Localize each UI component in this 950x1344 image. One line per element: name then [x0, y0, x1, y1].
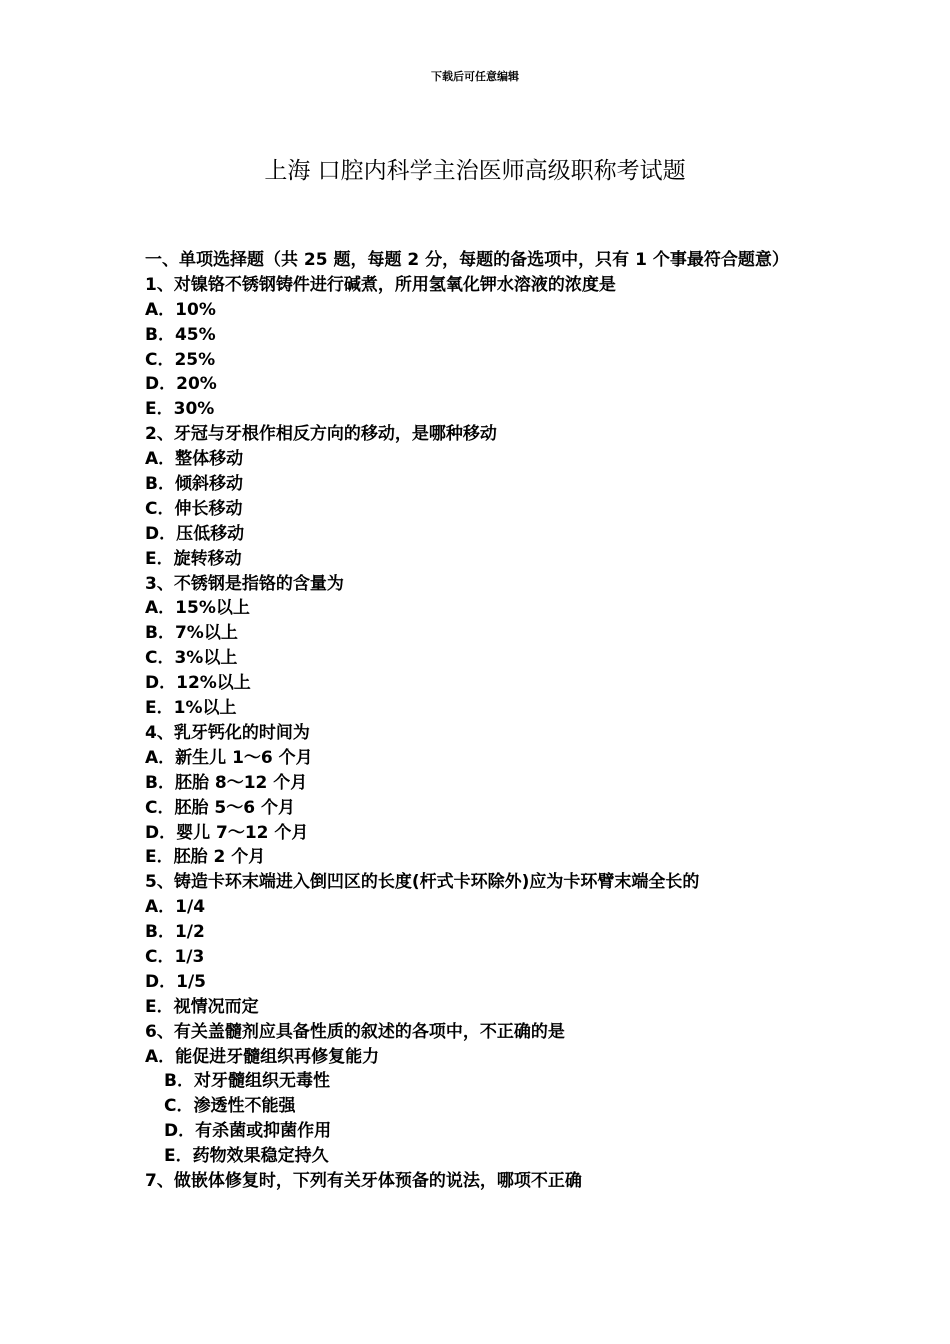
question-5-option-c: C．1/3 — [145, 946, 205, 967]
question-6-stem: 6、有关盖髓剂应具备性质的叙述的各项中，不正确的是 — [145, 1021, 565, 1042]
question-3-stem: 3、不锈钢是指铬的含量为 — [145, 573, 344, 594]
question-5-option-d: D．1/5 — [145, 971, 206, 992]
question-6-option-d: D．有杀菌或抑菌作用 — [164, 1121, 332, 1142]
question-3-option-a: A．15%以上 — [145, 598, 250, 619]
question-4-option-c: C．胚胎 5～6 个月 — [145, 797, 295, 818]
question-2-option-a: A．整体移动 — [145, 449, 244, 470]
question-2-option-e: E．旋转移动 — [145, 548, 242, 569]
question-6-option-a: A．能促进牙髓组织再修复能力 — [145, 1046, 380, 1067]
question-1-option-c: C．25% — [145, 349, 216, 370]
question-7-stem: 7、做嵌体修复时，下列有关牙体预备的说法，哪项不正确 — [145, 1170, 582, 1191]
question-6-option-e: E．药物效果稳定持久 — [164, 1146, 329, 1167]
question-4-stem: 4、乳牙钙化的时间为 — [145, 722, 310, 743]
question-4-option-e: E．胚胎 2 个月 — [145, 847, 266, 868]
document-body — [145, 248, 815, 1194]
question-5-option-e: E．视情况而定 — [145, 996, 259, 1017]
section-heading: 一、单项选择题（共 25 题，每题 2 分，每题的备选项中，只有 1 个事最符合题意） — [145, 250, 789, 270]
question-3-option-d: D．12%以上 — [145, 673, 251, 694]
question-2-stem: 2、牙冠与牙根作相反方向的移动，是哪种移动 — [145, 424, 497, 445]
question-3-option-c: C．3%以上 — [145, 648, 238, 669]
question-1-option-e: E．30% — [145, 399, 215, 420]
header-note: 下载后可任意编辑 — [431, 70, 519, 83]
question-1-option-d: D．20% — [145, 374, 217, 395]
question-6-option-b: B．对牙髓组织无毒性 — [164, 1071, 330, 1092]
question-3-option-b: B．7%以上 — [145, 623, 238, 644]
question-2-option-d: D．压低移动 — [145, 523, 245, 544]
question-5-option-a: A．1/4 — [145, 897, 206, 918]
question-1-option-b: B．45% — [145, 324, 216, 345]
question-4-option-d: D．婴儿 7～12 个月 — [145, 822, 309, 843]
question-1-option-a: A．10% — [145, 299, 216, 320]
question-4-option-a: A．新生儿 1～6 个月 — [145, 747, 313, 768]
question-5-stem: 5、铸造卡环末端进入倒凹区的长度(杆式卡环除外)应为卡环臂末端全长的 — [145, 872, 700, 893]
document-title: 上海 口腔内科学主治医师高级职称考试题 — [264, 158, 686, 184]
question-6-option-c: C．渗透性不能强 — [164, 1096, 296, 1117]
question-2-option-b: B．倾斜移动 — [145, 474, 243, 495]
question-3-option-e: E．1%以上 — [145, 698, 237, 719]
question-4-option-b: B．胚胎 8～12 个月 — [145, 772, 308, 793]
question-1-stem: 1、对镍铬不锈钢铸件进行碱煮，所用氢氧化钾水溶液的浓度是 — [145, 274, 616, 295]
question-5-option-b: B．1/2 — [145, 922, 205, 943]
question-2-option-c: C．伸长移动 — [145, 498, 243, 519]
